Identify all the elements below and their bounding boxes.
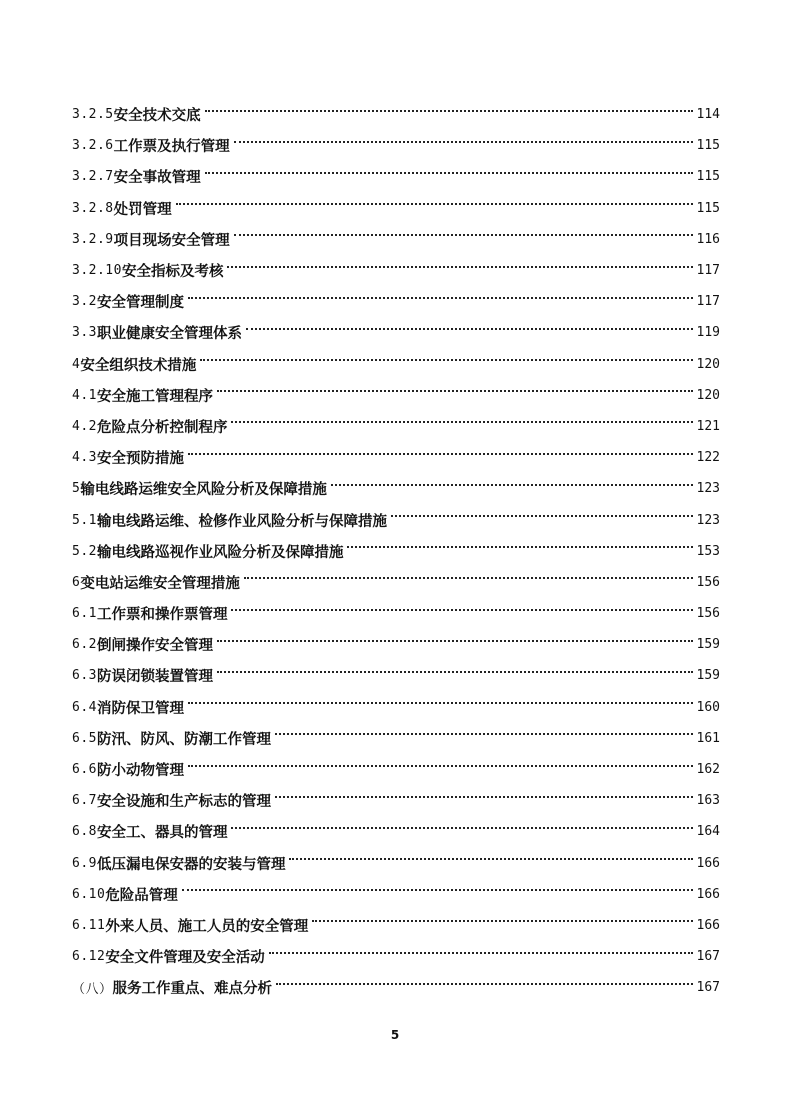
toc-dot-leader <box>217 640 693 642</box>
toc-entry-title: 危险品管理 <box>105 886 178 904</box>
toc-entry[interactable] <box>72 692 720 723</box>
toc-dot-leader <box>234 234 693 236</box>
toc-entry[interactable] <box>72 536 720 567</box>
toc-entry-page: 117 <box>696 263 720 279</box>
toc-entry-title: 变电站运维安全管理措施 <box>80 574 240 592</box>
toc-dot-leader <box>246 328 693 330</box>
toc-entry[interactable] <box>72 504 720 535</box>
toc-dot-leader <box>188 765 693 767</box>
toc-dot-leader <box>234 141 693 143</box>
toc-entry[interactable] <box>72 941 720 972</box>
toc-entry[interactable] <box>72 99 720 130</box>
toc-entry-page: 120 <box>696 356 720 372</box>
toc-entry-page: 156 <box>696 574 720 590</box>
toc-entry-title: 安全工、器具的管理 <box>96 824 228 842</box>
toc-entry-page: 156 <box>696 606 720 622</box>
toc-entry-number: 6.5 <box>72 730 97 746</box>
toc-dot-leader <box>331 484 693 486</box>
toc-entry-title: 输电线路巡视作业风险分析及保障措施 <box>96 543 344 561</box>
toc-entry-page: 123 <box>696 481 720 497</box>
toc-entry-number: 6.11 <box>72 917 106 933</box>
toc-dot-leader <box>276 983 693 985</box>
toc-entry-page: 116 <box>696 231 720 247</box>
toc-entry-title: 工作票和操作票管理 <box>96 606 228 624</box>
toc-entry-number: 6.9 <box>72 855 97 871</box>
toc-entry-page: 162 <box>696 762 720 778</box>
toc-dot-leader <box>217 390 693 392</box>
toc-entry-title: 安全组织技术措施 <box>80 356 197 374</box>
toc-entry-page: 115 <box>696 200 720 216</box>
toc-dot-leader <box>391 515 693 517</box>
toc-entry-page: 167 <box>696 980 720 996</box>
toc-entry[interactable] <box>72 848 720 879</box>
toc-entry-title: 安全文件管理及安全活动 <box>105 949 265 967</box>
toc-entry-title: 防误闭锁装置管理 <box>96 668 213 686</box>
toc-entry-title: 安全技术交底 <box>113 107 201 125</box>
toc-entry-number: 6 <box>72 574 81 590</box>
toc-entry-page: 122 <box>696 450 720 466</box>
toc-entry[interactable] <box>72 910 720 941</box>
toc-entry[interactable] <box>72 349 720 380</box>
toc-entry-number: 3.3 <box>72 325 97 341</box>
toc-entry-number: 4.3 <box>72 450 97 466</box>
toc-entry[interactable] <box>72 442 720 473</box>
toc-entry-number: 3.2.10 <box>72 263 122 279</box>
toc-entry-number: 3.2.7 <box>72 169 114 185</box>
toc-entry-title: 外来人员、施工人员的安全管理 <box>105 917 309 935</box>
toc-dot-leader <box>269 952 693 954</box>
toc-dot-leader <box>217 671 693 673</box>
toc-entry[interactable] <box>72 286 720 317</box>
toc-entry-number: 6.8 <box>72 824 97 840</box>
toc-entry-title: 职业健康安全管理体系 <box>96 325 242 343</box>
toc-entry-title: 服务工作重点、难点分析 <box>112 980 273 998</box>
toc-dot-leader <box>231 421 692 423</box>
toc-entry-title: 安全事故管理 <box>113 169 201 187</box>
toc-entry-number: 5.1 <box>72 512 97 528</box>
toc-entry-title: 安全施工管理程序 <box>96 387 213 405</box>
toc-entry-number: （八） <box>72 982 113 998</box>
toc-entry-page: 159 <box>696 668 720 684</box>
toc-entry-title: 安全设施和生产标志的管理 <box>96 793 271 811</box>
toc-entry-number: 6.7 <box>72 793 97 809</box>
toc-dot-leader <box>347 546 692 548</box>
toc-entry-number: 5.2 <box>72 543 97 559</box>
toc-entry-number: 5 <box>72 481 81 497</box>
toc-entry[interactable] <box>72 972 720 1003</box>
toc-entry[interactable] <box>72 473 720 504</box>
toc-entry-page: 153 <box>696 543 720 559</box>
toc-entry-number: 3.2.9 <box>72 231 114 247</box>
toc-entry-number: 3.2.8 <box>72 200 114 216</box>
toc-entry[interactable] <box>72 723 720 754</box>
table-of-contents <box>72 99 720 1003</box>
toc-entry-title: 安全预防措施 <box>96 450 184 468</box>
toc-entry-title: 项目现场安全管理 <box>113 231 230 249</box>
toc-entry-page: 160 <box>696 699 720 715</box>
toc-entry-number: 6.10 <box>72 886 106 902</box>
toc-entry-page: 163 <box>696 793 720 809</box>
toc-entry[interactable] <box>72 130 720 161</box>
toc-entry-page: 120 <box>696 387 720 403</box>
toc-entry[interactable] <box>72 380 720 411</box>
toc-entry-number: 4.1 <box>72 387 97 403</box>
toc-entry-page: 164 <box>696 824 720 840</box>
toc-entry[interactable] <box>72 598 720 629</box>
toc-entry-title: 工作票及执行管理 <box>113 138 230 156</box>
toc-entry[interactable] <box>72 879 720 910</box>
toc-dot-leader <box>244 577 693 579</box>
toc-dot-leader <box>205 110 693 112</box>
toc-entry-title: 倒闸操作安全管理 <box>96 637 213 655</box>
toc-entry-page: 121 <box>696 418 720 434</box>
toc-dot-leader <box>275 733 693 735</box>
toc-entry-page: 115 <box>696 138 720 154</box>
toc-entry-title: 处罚管理 <box>113 200 172 218</box>
toc-entry-number: 3.2.6 <box>72 138 114 154</box>
toc-entry-title: 消防保卫管理 <box>96 699 184 717</box>
toc-entry-title: 输电线路运维、检修作业风险分析与保障措施 <box>96 512 387 530</box>
toc-dot-leader <box>289 858 692 860</box>
toc-entry-page: 114 <box>696 107 720 123</box>
toc-entry-page: 115 <box>696 169 720 185</box>
page-number: 5 <box>390 1028 400 1042</box>
toc-dot-leader <box>188 297 693 299</box>
toc-entry-page: 166 <box>696 855 720 871</box>
toc-entry-page: 166 <box>696 917 720 933</box>
toc-dot-leader <box>231 827 692 829</box>
toc-entry-title: 防小动物管理 <box>96 762 184 780</box>
toc-entry-title: 安全管理制度 <box>96 294 184 312</box>
toc-entry-number: 6.3 <box>72 668 97 684</box>
toc-entry-page: 159 <box>696 637 720 653</box>
toc-entry-number: 6.2 <box>72 637 97 653</box>
toc-entry-title: 输电线路运维安全风险分析及保障措施 <box>80 481 327 499</box>
toc-entry[interactable] <box>72 816 720 847</box>
toc-entry-number: 3.2.5 <box>72 107 114 123</box>
toc-entry[interactable] <box>72 224 720 255</box>
toc-entry-page: 117 <box>696 294 720 310</box>
toc-entry[interactable] <box>72 754 720 785</box>
toc-dot-leader <box>176 203 693 205</box>
toc-entry-number: 6.4 <box>72 699 97 715</box>
toc-dot-leader <box>200 359 692 361</box>
toc-entry-title: 低压漏电保安器的安装与管理 <box>96 855 286 873</box>
toc-entry[interactable] <box>72 193 720 224</box>
toc-entry-title: 危险点分析控制程序 <box>96 418 228 436</box>
toc-entry-number: 6.12 <box>72 949 106 965</box>
toc-dot-leader <box>231 609 692 611</box>
toc-entry[interactable] <box>72 255 720 286</box>
toc-dot-leader <box>275 796 693 798</box>
toc-entry-page: 166 <box>696 886 720 902</box>
toc-entry-number: 6.6 <box>72 762 97 778</box>
toc-entry-number: 4.2 <box>72 418 97 434</box>
toc-dot-leader <box>182 889 693 891</box>
toc-entry[interactable] <box>72 317 720 348</box>
toc-entry-page: 119 <box>696 325 720 341</box>
toc-entry[interactable] <box>72 411 720 442</box>
toc-entry-number: 3.2 <box>72 294 97 310</box>
toc-dot-leader <box>205 172 693 174</box>
toc-dot-leader <box>188 702 693 704</box>
toc-entry[interactable] <box>72 629 720 660</box>
toc-dot-leader <box>227 266 692 268</box>
toc-dot-leader <box>188 453 693 455</box>
toc-entry[interactable] <box>72 161 720 192</box>
toc-entry-page: 167 <box>696 949 720 965</box>
toc-dot-leader <box>312 920 692 922</box>
toc-entry-number: 6.1 <box>72 606 97 622</box>
toc-entry[interactable] <box>72 785 720 816</box>
toc-entry-title: 防汛、防风、防潮工作管理 <box>96 730 271 748</box>
toc-entry-number: 4 <box>72 356 81 372</box>
toc-entry-page: 123 <box>696 512 720 528</box>
toc-entry[interactable] <box>72 567 720 598</box>
toc-entry-title: 安全指标及考核 <box>121 263 224 281</box>
toc-entry-page: 161 <box>696 730 720 746</box>
toc-entry[interactable] <box>72 660 720 691</box>
